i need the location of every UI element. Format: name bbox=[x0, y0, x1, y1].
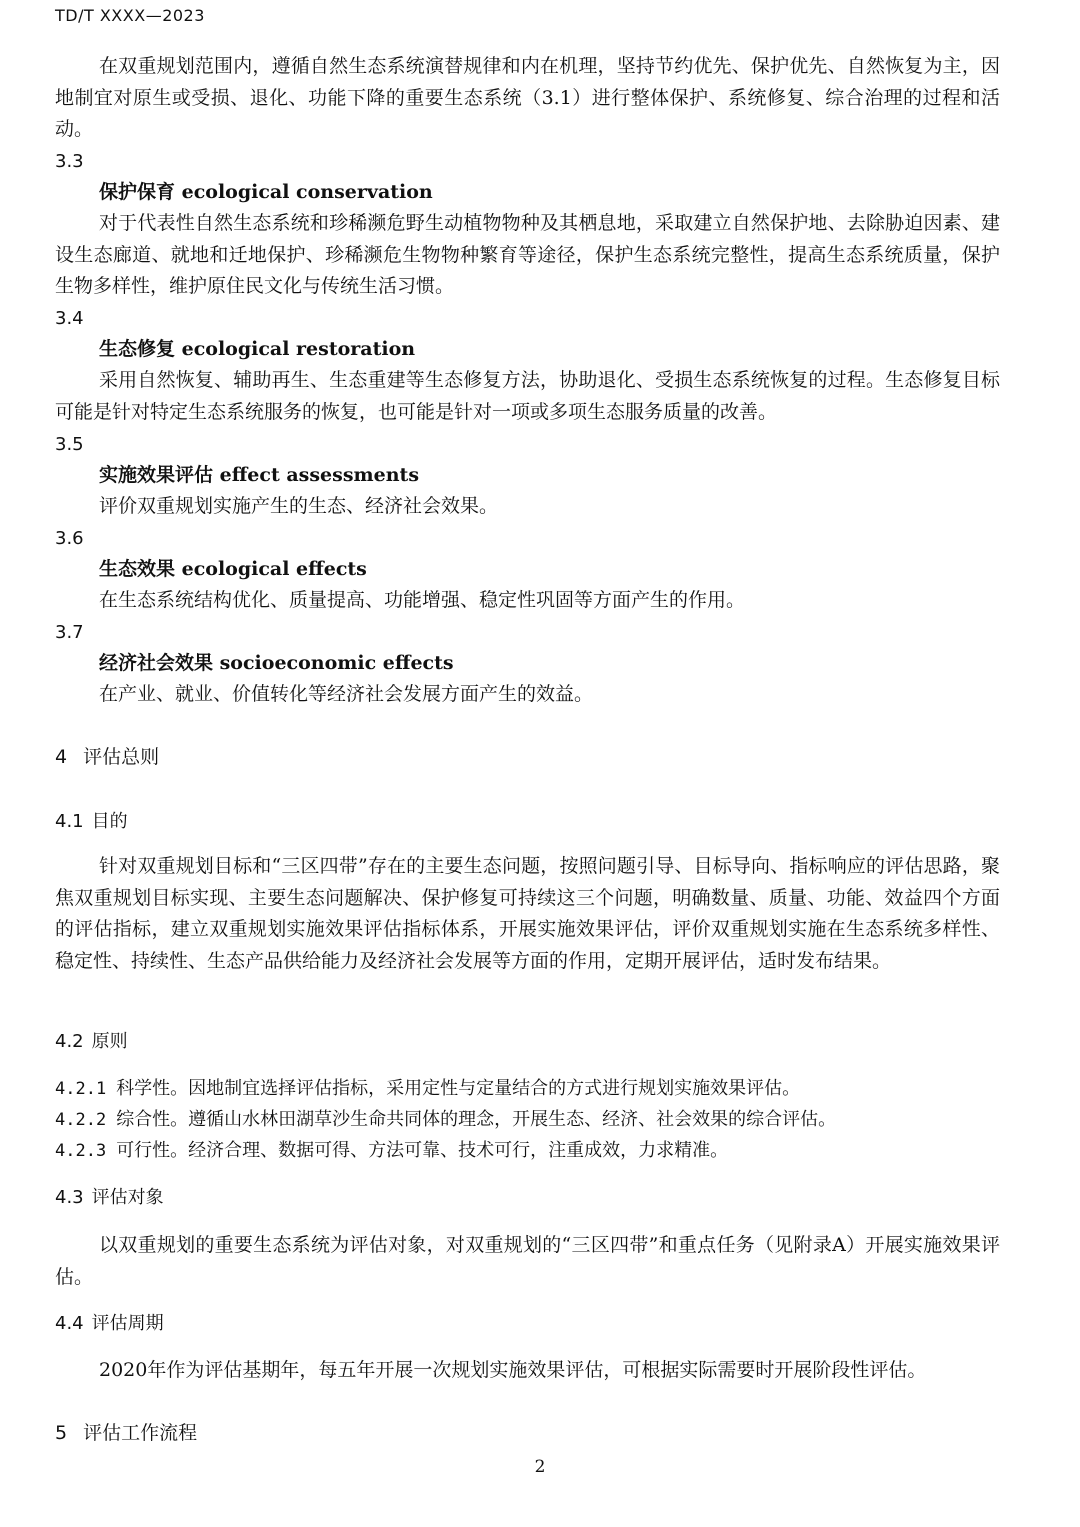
term-definition: 对于代表性自然生态系统和珍稀濒危野生动植物物种及其栖息地，采取建立自然保护地、去除胁迫因素、建设生态廊道、就地和迁地保护、珍稀濒危生物物种繁育等途径，保护生态系统完整性，提高生态系统质量，保护生物多样性，维护原住民文化与传统生活习惯。 bbox=[55, 212, 1000, 297]
subsection-heading bbox=[55, 1308, 164, 1339]
section-heading bbox=[55, 742, 159, 773]
assessment-cycle-paragraph: 2020年作为评估基期年，每五年开展一次规划实施效果评估，可根据实际需要时开展阶段性评估。 bbox=[99, 1359, 927, 1381]
principle-item bbox=[55, 1104, 836, 1136]
subsection-heading bbox=[55, 1182, 164, 1213]
term-title: 生态效果 ecological effects bbox=[99, 558, 367, 580]
term-definition: 在产业、就业、价值转化等经济社会发展方面产生的效益。 bbox=[99, 683, 594, 705]
subsection-heading bbox=[55, 806, 128, 837]
section-number: 4 bbox=[55, 746, 68, 768]
term-number: 3.3 bbox=[55, 151, 84, 172]
subsection-number: 4.2 bbox=[55, 1031, 84, 1052]
term-title: 经济社会效果 socioeconomic effects bbox=[99, 652, 454, 674]
term-definition: 采用自然恢复、辅助再生、生态重建等生态修复方法，协助退化、受损生态系统恢复的过程。生态修复目标可能是针对特定生态系统服务的恢复，也可能是针对一项或多项生态服务质量的改善。 bbox=[55, 369, 1000, 423]
principle-text: 可行性。经济合理、数据可得、方法可靠、技术可行，注重成效，力求精准。 bbox=[116, 1140, 729, 1161]
principle-number: 4.2.1 bbox=[55, 1079, 107, 1099]
principle-item bbox=[55, 1135, 728, 1167]
subsection-title: 原则 bbox=[91, 1031, 128, 1052]
principle-number: 4.2.2 bbox=[55, 1110, 107, 1130]
subsection-heading bbox=[55, 1026, 128, 1057]
page-number: 2 bbox=[534, 1457, 546, 1477]
principle-text: 综合性。遵循山水林田湖草沙生命共同体的理念，开展生态、经济、社会效果的综合评估。 bbox=[116, 1109, 837, 1130]
term-number: 3.7 bbox=[55, 622, 84, 643]
term-title: 实施效果评估 effect assessments bbox=[99, 464, 420, 486]
subsection-number: 4.4 bbox=[55, 1313, 84, 1334]
term-title: 生态修复 ecological restoration bbox=[99, 338, 416, 360]
principle-number: 4.2.3 bbox=[55, 1141, 107, 1161]
term-number: 3.5 bbox=[55, 434, 84, 455]
intro-paragraph: 在双重规划范围内，遵循自然生态系统演替规律和内在机理，坚持节约优先、保护优先、自然恢复为主，因地制宜对原生或受损、退化、功能下降的重要生态系统（3.1）进行整体保护、系统修复、综合治理的过程和活动。 bbox=[55, 55, 1000, 140]
subsection-number: 4.3 bbox=[55, 1187, 84, 1208]
term-number: 3.6 bbox=[55, 528, 84, 549]
term-title: 保护保育 ecological conservation bbox=[99, 181, 433, 203]
term-number: 3.4 bbox=[55, 308, 84, 329]
term-definition: 评价双重规划实施产生的生态、经济社会效果。 bbox=[99, 495, 499, 517]
principle-item bbox=[55, 1073, 800, 1105]
section-heading bbox=[55, 1418, 197, 1449]
principle-text: 科学性。因地制宜选择评估指标，采用定性与定量结合的方式进行规划实施效果评估。 bbox=[116, 1078, 801, 1099]
section-title: 评估工作流程 bbox=[83, 1422, 198, 1444]
section-number: 5 bbox=[55, 1422, 68, 1444]
section-title: 评估总则 bbox=[83, 746, 160, 768]
standard-code-header: TD/T XXXX—2023 bbox=[55, 6, 205, 25]
subsection-title: 评估周期 bbox=[91, 1313, 164, 1334]
purpose-paragraph: 针对双重规划目标和“三区四带”存在的主要生态问题，按照问题引导、目标导向、指标响应的评估思路，聚焦双重规划目标实现、主要生态问题解决、保护修复可持续这三个问题，明确数量、质量、功能、效益四个方面的评估指标，建立双重规划实施效果评估指标体系，开展实施效果评估，评价双重规划实施在生态系统多样性、稳定性、持续性、生态产品供给能力及经济社会发展等方面的作用，定期开展评估，适时发布结果。 bbox=[55, 855, 1000, 972]
subsection-number: 4.1 bbox=[55, 811, 84, 832]
subsection-title: 目的 bbox=[91, 811, 128, 832]
term-definition: 在生态系统结构优化、质量提高、功能增强、稳定性巩固等方面产生的作用。 bbox=[99, 589, 746, 611]
subsection-title: 评估对象 bbox=[91, 1187, 164, 1208]
assessment-object-paragraph: 以双重规划的重要生态系统为评估对象，对双重规划的“三区四带”和重点任务（见附录A）开展实施效果评估。 bbox=[55, 1234, 1000, 1288]
